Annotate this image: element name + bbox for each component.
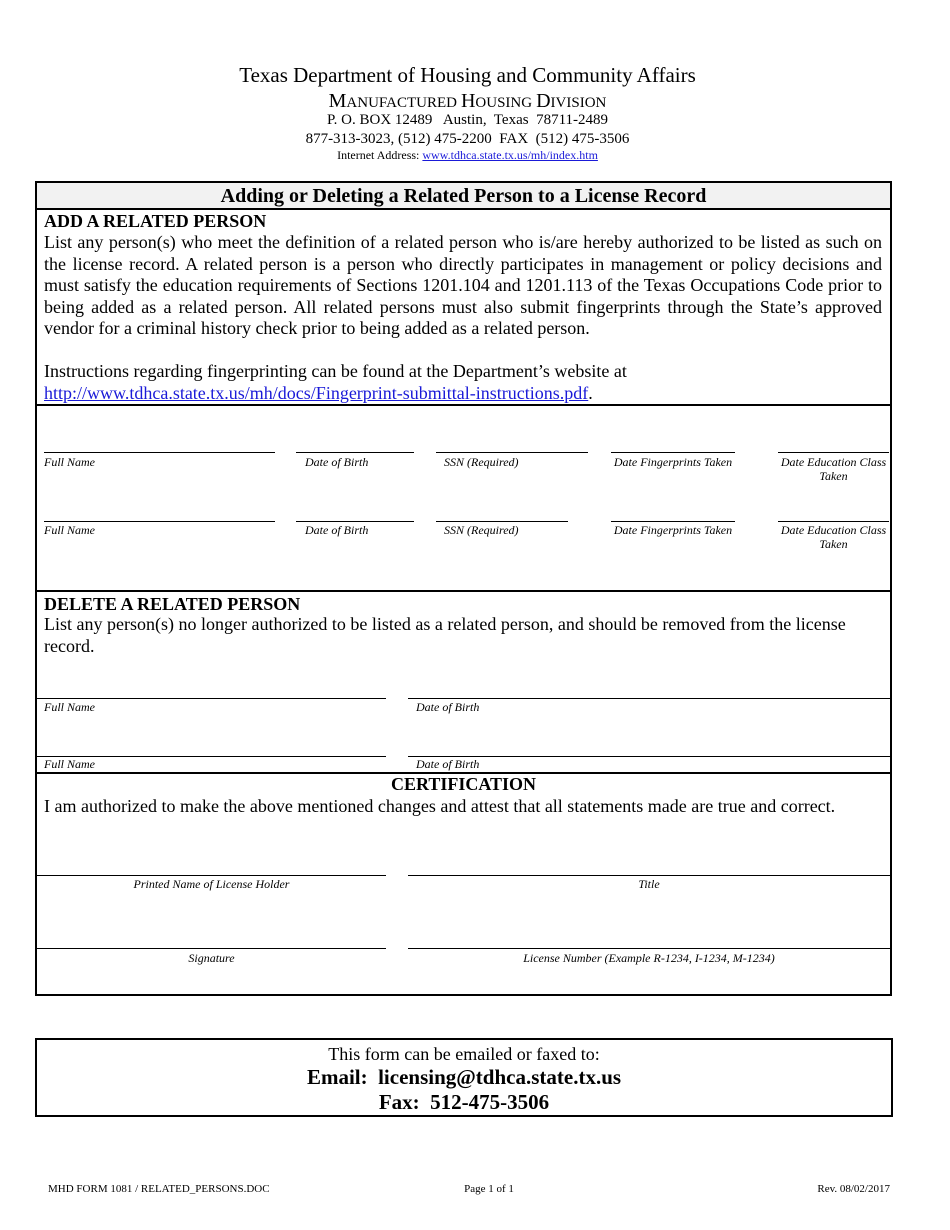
full-name-label: Full Name	[44, 523, 95, 537]
page-number: Page 1 of 1	[464, 1183, 514, 1195]
revision-date: Rev. 08/02/2017	[817, 1183, 890, 1195]
delete-date-of-birth-field[interactable]	[408, 756, 890, 757]
date-of-birth-label: Date of Birth	[305, 523, 369, 537]
full-name-field[interactable]	[44, 452, 275, 453]
fingerprint-instructions-link[interactable]: http://www.tdhca.state.tx.us/mh/docs/Fingerprint-submittal-instructions.pdf	[44, 382, 589, 403]
date-of-birth-label: Date of Birth	[305, 455, 369, 469]
delete-section-paragraph: List any person(s) no longer authorized to be listed as a related person, and should be removed from the license record.	[44, 614, 846, 656]
date-fingerprints-field[interactable]	[611, 521, 735, 522]
delete-section-heading: DELETE A RELATED PERSON	[44, 594, 301, 614]
certification-statement: I am authorized to make the above mentioned changes and attest that all statements made are true and correct.	[44, 796, 836, 816]
full-name-label: Full Name	[44, 455, 95, 469]
title-label: Title	[638, 877, 660, 891]
date-fingerprints-label: Date Fingerprints Taken	[613, 455, 733, 469]
contact-box	[35, 1038, 893, 1117]
date-education-label: Date Education Class Taken	[780, 455, 887, 483]
fingerprint-instructions: Instructions regarding fingerprinting can be found at the Department’s website at http://www.tdhca.state.tx.us/mh/docs/Fingerprint-submittal-instructions.pdf.	[44, 361, 627, 403]
add-section-paragraph: List any person(s) who meet the definition of a related person who is/are hereby authorized to be listed as such on the license record. A related person is a person who directly participates in management or policy decisions and must satisfy the education requirements of Sections 1201.104 and 1201.113 of the Texas Occupations Code prior to being added as a related person. All related persons must also submit fingerprints through the State’s approved vendor for a criminal history check prior to being added as a related person.	[44, 232, 882, 338]
section-divider	[37, 404, 890, 406]
date-fingerprints-field[interactable]	[611, 452, 735, 453]
date-of-birth-field[interactable]	[296, 452, 414, 453]
date-education-field[interactable]	[778, 452, 889, 453]
license-number-label: License Number (Example R-1234, I-1234, M-1234)	[523, 951, 775, 965]
contact-email[interactable]: Email: licensing@tdhca.state.tx.us	[306, 1065, 622, 1089]
division-name: MANUFACTURED HOUSING DIVISION	[328, 90, 607, 112]
date-of-birth-field[interactable]	[296, 521, 414, 522]
form-title: Adding or Deleting a Related Person to a License Record	[37, 183, 890, 210]
delete-full-name-label: Full Name	[44, 700, 95, 714]
ssn-label: SSN (Required)	[444, 523, 519, 537]
contact-intro: This form can be emailed or faxed to:	[328, 1044, 600, 1064]
date-education-label: Date Education Class Taken	[780, 523, 887, 551]
ssn-field[interactable]	[436, 452, 588, 453]
full-name-field[interactable]	[44, 521, 275, 522]
signature-field[interactable]	[37, 948, 386, 949]
delete-full-name-field[interactable]	[37, 698, 386, 699]
date-education-field[interactable]	[778, 521, 889, 522]
internet-address: Internet Address: www.tdhca.state.tx.us/mh/index.htm	[337, 148, 598, 162]
date-fingerprints-label: Date Fingerprints Taken	[613, 523, 733, 537]
ssn-label: SSN (Required)	[444, 455, 519, 469]
title-field[interactable]	[408, 875, 890, 876]
delete-date-of-birth-label: Date of Birth	[416, 700, 480, 714]
license-number-field[interactable]	[408, 948, 890, 949]
delete-date-of-birth-label: Date of Birth	[416, 757, 480, 771]
certification-heading: CERTIFICATION	[390, 774, 537, 794]
agency-name: Texas Department of Housing and Community Affairs	[239, 63, 696, 87]
printed-name-field[interactable]	[37, 875, 386, 876]
printed-name-label: Printed Name of License Holder	[133, 877, 290, 891]
mailing-address: P. O. BOX 12489 Austin, Texas 78711-2489	[326, 112, 609, 128]
signature-label: Signature	[188, 951, 235, 965]
section-divider	[37, 590, 890, 592]
phone-numbers: 877-313-3023, (512) 475-2200 FAX (512) 475-3506	[305, 131, 630, 147]
form-id: MHD FORM 1081 / RELATED_PERSONS.DOC	[48, 1183, 270, 1195]
delete-date-of-birth-field[interactable]	[408, 698, 890, 699]
website-link[interactable]: www.tdhca.state.tx.us/mh/index.htm	[422, 148, 598, 162]
ssn-field[interactable]	[436, 521, 568, 522]
delete-full-name-label: Full Name	[44, 757, 95, 771]
contact-fax: Fax: 512-475-3506	[378, 1090, 550, 1114]
add-section-heading: ADD A RELATED PERSON	[44, 211, 267, 231]
